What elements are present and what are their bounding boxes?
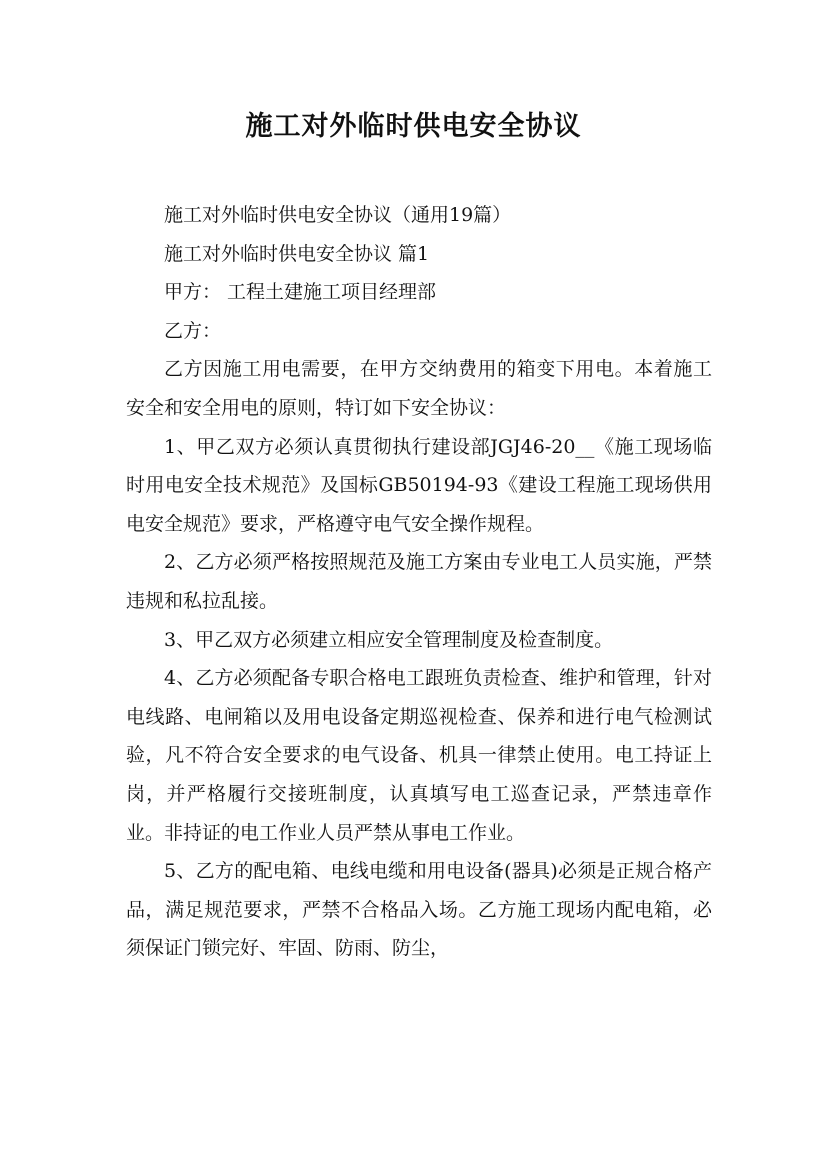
section-heading: 施工对外临时供电安全协议 篇1 bbox=[164, 242, 430, 265]
clause-3: 3、甲乙双方必须建立相应安全管理制度及检查制度。 bbox=[164, 628, 614, 651]
party-b-line: 乙方： bbox=[164, 319, 222, 342]
document-title: 施工对外临时供电安全协议 bbox=[245, 111, 582, 142]
document-body bbox=[126, 196, 712, 968]
clause-5: 5、乙方的配电箱、电线电缆和用电设备(器具)必须是正规合格产品，满足规范要求，严禁不合格品入场。乙方施工现场内配电箱，必须保证门锁完好、牢固、防雨、防尘， bbox=[126, 860, 712, 960]
doc-subtitle: 施工对外临时供电安全协议（通用19篇） bbox=[164, 204, 512, 226]
clause-2: 2、乙方必须严格按照规范及施工方案由专业电工人员实施，严禁违规和私拉乱接。 bbox=[126, 551, 712, 612]
party-a-line: 甲方： 工程土建施工项目经理部 bbox=[164, 281, 437, 304]
clause-4: 4、乙方必须配备专职合格电工跟班负责检查、维护和管理，针对电线路、电闸箱以及用电设备定期巡视检查、保养和进行电气检测试验，凡不符合安全要求的电气设备、机具一律禁止使用。电工持证上岗，并严格履行交接班制度，认真填写电工巡查记录，严禁违章作业。非持证的电工作业人员严禁从事电工作业。 bbox=[126, 667, 712, 844]
clause-1: 1、甲乙双方必须认真贯彻执行建设部JGJ46-20__《施工现场临时用电安全技术规范》及国标GB50194-93《建设工程施工现场供用电安全规范》要求，严格遵守电气安全操作规程。 bbox=[126, 435, 712, 535]
intro-paragraph: 乙方因施工用电需要，在甲方交纳费用的箱变下用电。本着施工安全和安全用电的原则，特订如下安全协议： bbox=[126, 358, 712, 419]
